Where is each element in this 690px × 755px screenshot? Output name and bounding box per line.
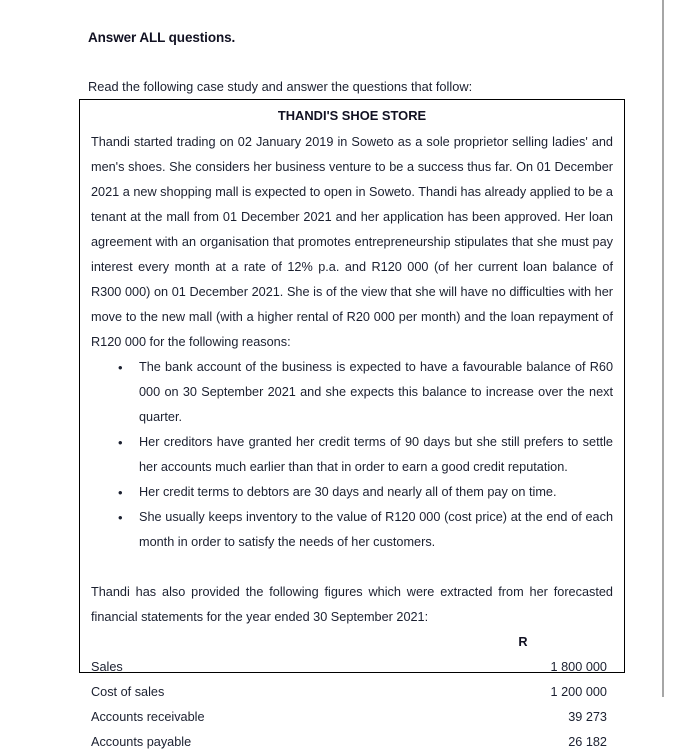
case-study-title: THANDI'S SHOE STORE (277, 108, 427, 123)
bullet-icon: • (118, 485, 123, 500)
figures-table-body (91, 655, 613, 755)
case-study-paragraph: Thandi started trading on 02 January 2019 in Soweto as a sole proprietor selling ladies' and men's shoes. She considers her business venture to be a success thus far. On 01 December 2021 a new shopping mall is expected to open in Soweto. Thandi has already applied to be a tenant at the mall from 01 December 2021 and her application has been approved. Her loan agreement with an organisation that promotes entrepreneurship stipulates that she must pay interest every month at a rate of 12% p.a. and R120 000 (of her current loan balance of R300 000) on 01 December 2021. She is of the view that she will have no difficulties with her move to the new mall (with a higher rental of R20 000 per month) and the loan repayment of R120 000 for the following reasons: (91, 135, 613, 349)
bullet-icon: • (118, 435, 123, 450)
bullet-icon: • (118, 510, 123, 525)
table-row (91, 705, 613, 730)
bullet-icon: • (118, 360, 123, 375)
page-title: Answer ALL questions. (88, 30, 236, 45)
table-header-row (91, 630, 613, 655)
case-study-content (80, 100, 624, 755)
list-item-text: She usually keeps inventory to the value of R120 000 (cost price) at the end of each month in order to satisfy the needs of her customers. (139, 510, 613, 549)
figures-table-head (91, 630, 613, 655)
row-amount: 1 800 000 (550, 660, 607, 674)
list-item-text: The bank account of the business is expected to have a favourable balance of R60 000 on 30 September 2021 and she expects this balance to increase over the next quarter. (139, 360, 613, 424)
row-amount: 39 273 (568, 710, 607, 724)
list-item-text: Her credit terms to debtors are 30 days and nearly all of them pay on time. (139, 485, 557, 499)
list-item-text: Her creditors have granted her credit terms of 90 days but she still prefers to settle her accounts much earlier than that in order to earn a good credit reputation. (139, 435, 613, 474)
row-amount: 1 200 000 (550, 685, 607, 699)
instruction-text: Read the following case study and answer the questions that follow: (88, 79, 473, 94)
closing-paragraph: Thandi has also provided the following figures which were extracted from her forecasted financial statements for the year ended 30 September 2021: (91, 585, 613, 624)
row-label: Accounts payable (91, 735, 192, 749)
figures-table (91, 630, 613, 755)
table-row (91, 730, 613, 755)
row-label: Cost of sales (91, 685, 165, 699)
column-header-label (91, 630, 458, 655)
row-label: Accounts receivable (91, 710, 205, 724)
case-study-box (79, 99, 625, 749)
page-right-edge-rule (662, 0, 664, 697)
table-row (91, 655, 613, 680)
list-item (91, 505, 613, 555)
row-label: Sales (91, 660, 123, 674)
column-header-amount: R (518, 635, 528, 649)
list-item (91, 430, 613, 480)
table-row (91, 680, 613, 705)
list-item (91, 355, 613, 430)
case-study-bullet-list (91, 355, 613, 555)
list-item (91, 480, 613, 505)
paragraph-spacer (91, 555, 613, 580)
row-amount: 26 182 (568, 735, 607, 749)
